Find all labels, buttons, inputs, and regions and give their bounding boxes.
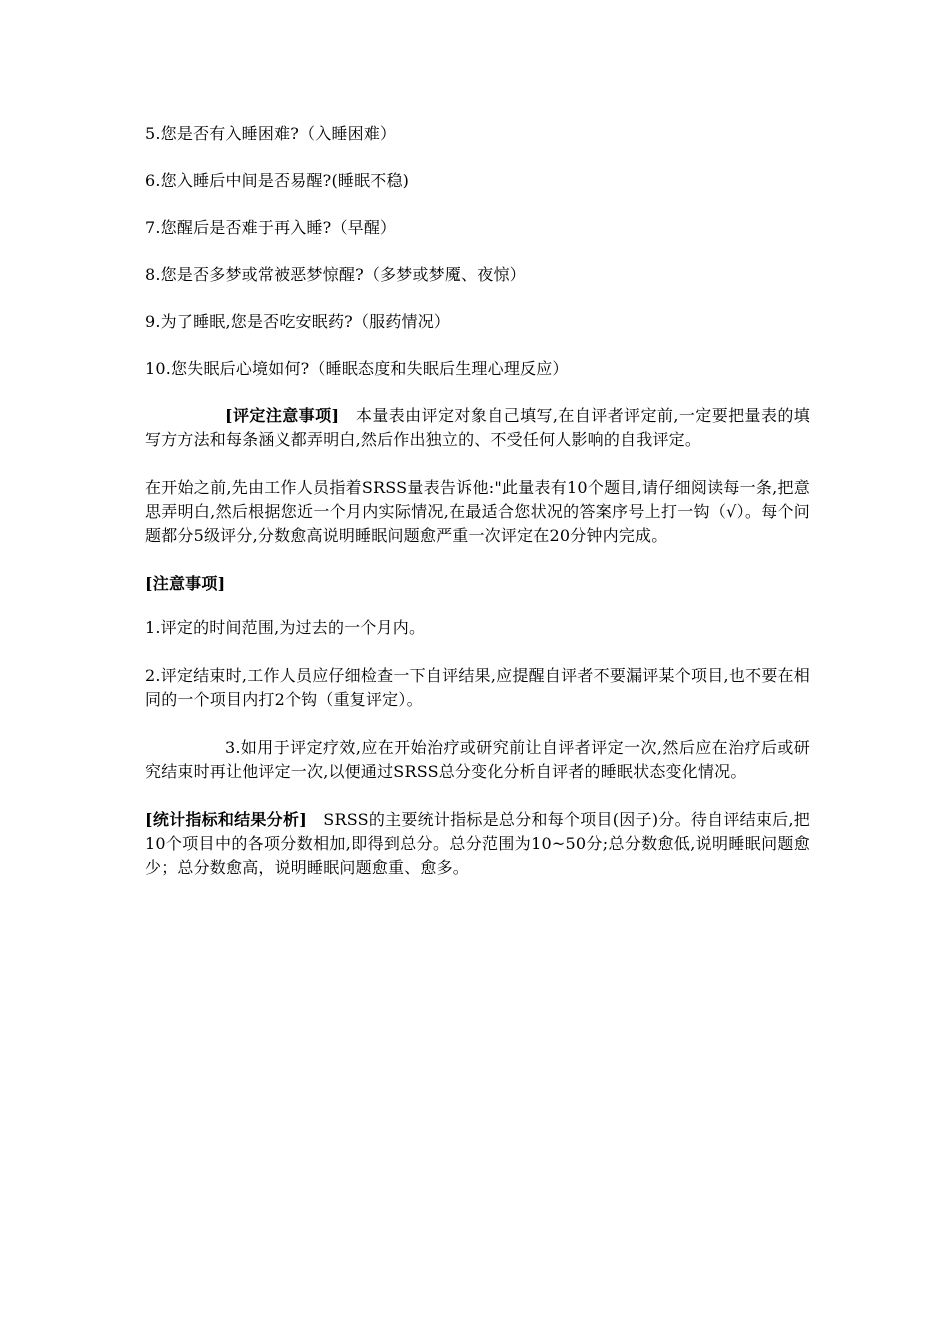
question-6: 6.您入睡后中间是否易醒?(睡眠不稳): [145, 171, 410, 190]
statistics-text: SRSS的主要统计指标是总分和每个项目(因子)分。待自评结束后,把10个项目中的各项分数相加,即得到总分。总分范围为10~50分;总分数愈低,说明睡眠问题愈少；总分数愈高，说明睡眠问题愈重、愈多。: [145, 810, 810, 877]
assessment-paragraph: [145, 404, 810, 452]
question-8: 8.您是否多梦或常被恶梦惊醒?（多梦或梦魇、夜惊）: [145, 265, 526, 284]
question-10: 10.您失眠后心境如何?（睡眠态度和失眠后生理心理反应）: [145, 359, 569, 378]
question-9: 9.为了睡眠,您是否吃安眠药?（服药情况）: [145, 312, 451, 331]
notes-heading: [注意事项]: [145, 574, 226, 593]
statistics-heading: [统计指标和结果分析]: [145, 810, 307, 829]
assessment-heading: [评定注意事项]: [225, 406, 340, 425]
instruction-paragraph: 在开始之前,先由工作人员指着SRSS量表告诉他:"此量表有10个题目,请仔细阅读每一条,把意思弄明白,然后根据您近一个月内实际情况,在最适合您状况的答案序号上打一钩（√）。每个问题都分5级评分,分数愈高说明睡眠问题愈严重一次评定在20分钟内完成。: [145, 478, 810, 545]
question-7: 7.您醒后是否难于再入睡?（早醒）: [145, 218, 397, 237]
statistics-paragraph: [145, 808, 810, 880]
assessment-text: 本量表由评定对象自己填写,在自评者评定前,一定要把量表的填写方方法和每条涵义都弄明白,然后作出独立的、不受任何人影响的自我评定。: [145, 406, 810, 449]
note-item-3: 3.如用于评定疗效,应在开始治疗或研究前让自评者评定一次,然后应在治疗后或研究结束时再让他评定一次,以便通过SRSS总分变化分析自评者的睡眠状态变化情况。: [145, 738, 810, 781]
question-5: 5.您是否有入睡困难?（入睡困难）: [145, 124, 397, 143]
document-page: [145, 122, 810, 904]
note-item-2: 2.评定结束时,工作人员应仔细检查一下自评结果,应提醒自评者不要漏评某个项目,也不要在相同的一个项目内打2个钩（重复评定）。: [145, 666, 810, 709]
note-item-1: 1.评定的时间范围,为过去的一个月内。: [145, 618, 426, 637]
